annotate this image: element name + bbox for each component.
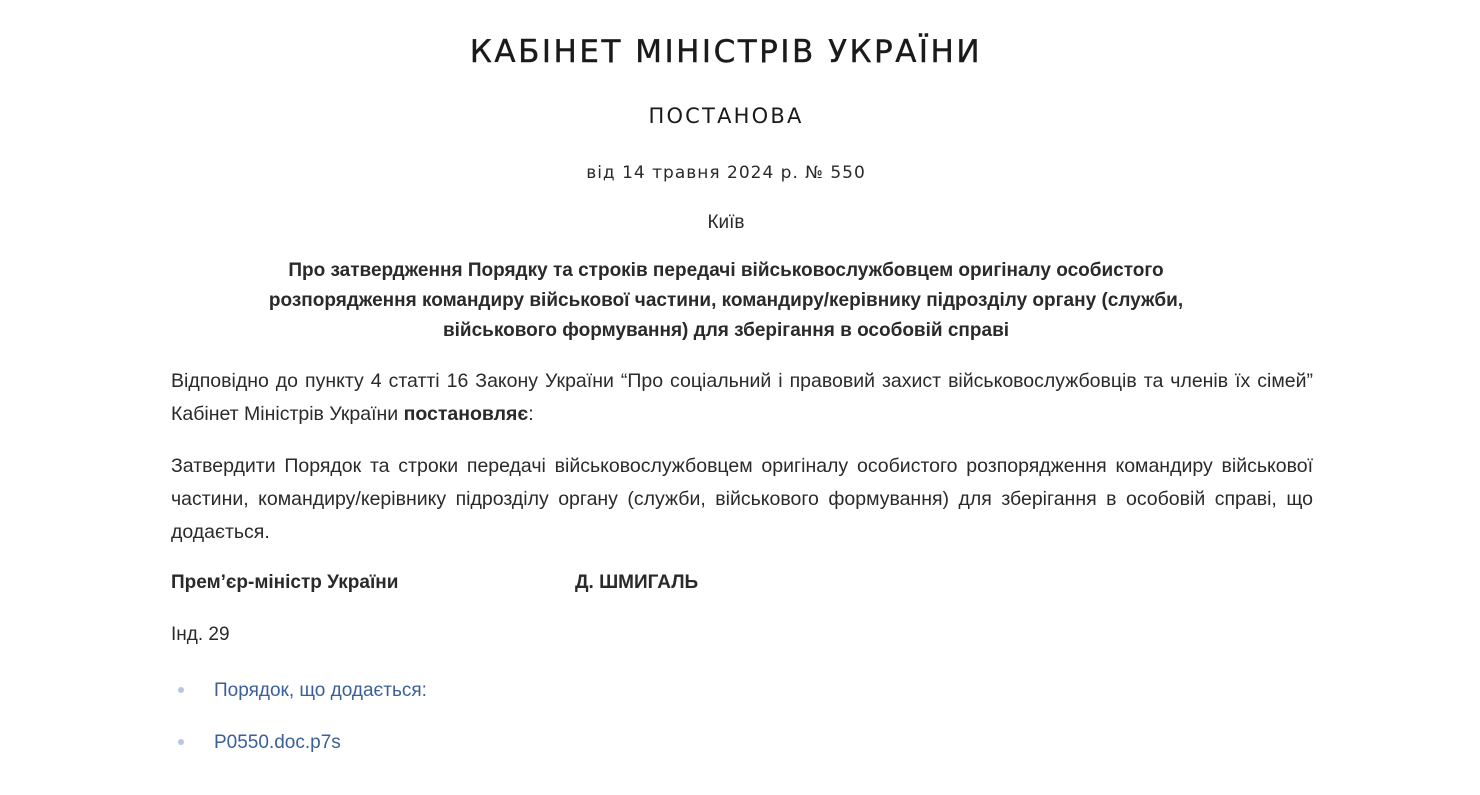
preamble-paragraph [171, 365, 1313, 431]
date-number: від 14 травня 2024 р. № 550 [586, 163, 866, 183]
signatory-name: Д. ШМИГАЛЬ [575, 572, 699, 593]
document-type: ПОСТАНОВА [648, 104, 804, 128]
resolution-paragraph: Затвердити Порядок та строки передачі військовослужбовцем оригіналу особистого розпорядження командиру військової частини, командиру/керівнику підрозділу органу (служби, військового формування) для зберігання в особовій справі, що додається. [171, 455, 1313, 543]
list-item [171, 676, 427, 728]
organization-title: КАБІНЕТ МІНІСТРІВ УКРАЇНИ [469, 34, 983, 70]
attachment-link-procedure[interactable]: Порядок, що додається: [214, 680, 427, 701]
subject-line: Про затвердження Порядку та строків передачі військовослужбовцем оригіналу особистого [288, 260, 1164, 281]
preamble-end: : [528, 403, 534, 425]
resolves-keyword: постановляє [403, 403, 529, 425]
city: Київ [707, 212, 745, 233]
attachment-link-signature-file[interactable]: P0550.doc.p7s [214, 732, 341, 753]
bullet-icon [178, 687, 184, 693]
bullet-icon [178, 739, 184, 745]
attachments-list [171, 676, 427, 780]
subject-line: військового формування) для зберігання в особовій справі [442, 320, 1010, 341]
subject-line: розпорядження командиру військової частини, командиру/керівнику підрозділу органу (служби, [268, 290, 1184, 311]
list-item [171, 728, 427, 780]
preamble-text: Відповідно до пункту 4 статті 16 Закону України “Про соціальний і правовий захист військовослужбовців та членів їх сімей” Кабінет Міністрів України [171, 370, 1313, 425]
index-number: Інд. 29 [171, 624, 230, 645]
signatory-title: Прем’єр-міністр України [171, 572, 399, 593]
decree-subject [0, 256, 1452, 346]
